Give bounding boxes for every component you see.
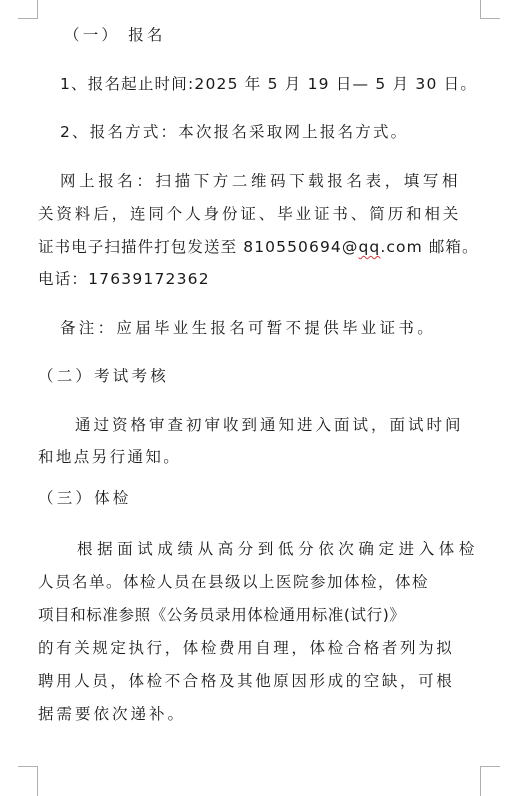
medical-paragraph-line: 据需要依次递补。 bbox=[38, 705, 187, 723]
crop-mark-bottom-left bbox=[18, 766, 38, 767]
section-heading-medical: （三）体检 bbox=[38, 489, 132, 507]
online-registration-line: 关资料后，连同个人身份证、毕业证书、简历和相关 bbox=[38, 205, 462, 223]
medical-paragraph-line: 聘用人员，体检不合格及其他原因形成的空缺，可根 bbox=[38, 672, 455, 690]
medical-paragraph-line: 的有关规定执行，体检费用自理，体检合格者列为拟 bbox=[38, 639, 455, 657]
exam-paragraph-line: 通过资格审查初审收到通知进入面试，面试时间 bbox=[75, 416, 464, 434]
crop-mark-top-left bbox=[18, 18, 38, 19]
spellcheck-flagged-word[interactable]: qq bbox=[358, 238, 381, 256]
registration-method-line: 2、报名方式：本次报名采取网上报名方式。 bbox=[60, 123, 409, 141]
medical-paragraph-line: 根据面试成绩从高分到低分依次确定进入体检 bbox=[77, 540, 480, 558]
crop-mark-bottom-right bbox=[480, 766, 500, 767]
crop-mark-bottom-left bbox=[37, 766, 38, 796]
online-registration-line: 网上报名：扫描下方二维码下载报名表，填写相 bbox=[60, 172, 462, 190]
section-heading-exam: （二）考试考核 bbox=[38, 367, 169, 385]
phone-line: 电话：17639172362 bbox=[38, 270, 210, 288]
note-line: 备注：应届毕业生报名可暂不提供毕业证书。 bbox=[60, 319, 437, 337]
email-line-text: 证书电子扫描件打包发送至 810550694@ bbox=[38, 238, 359, 256]
crop-mark-top-right bbox=[480, 0, 481, 19]
crop-mark-top-left bbox=[37, 0, 38, 19]
crop-mark-top-right bbox=[480, 18, 500, 19]
crop-mark-bottom-right bbox=[480, 766, 481, 796]
medical-paragraph-line: 人员名单。体检人员在县级以上医院参加体检，体检 bbox=[38, 573, 430, 591]
online-registration-email-line bbox=[38, 237, 479, 257]
section-heading-registration: （一） 报名 bbox=[64, 26, 166, 44]
registration-time-line: 1、报名起止时间:2025 年 5 月 19 日— 5 月 30 日。 bbox=[60, 75, 478, 93]
email-line-text: .com 邮箱。 bbox=[380, 238, 479, 256]
exam-paragraph-line: 和地点另行通知。 bbox=[38, 448, 182, 466]
medical-paragraph-line: 项目和标准参照《公务员录用体检通用标准(试行)》 bbox=[38, 606, 406, 624]
